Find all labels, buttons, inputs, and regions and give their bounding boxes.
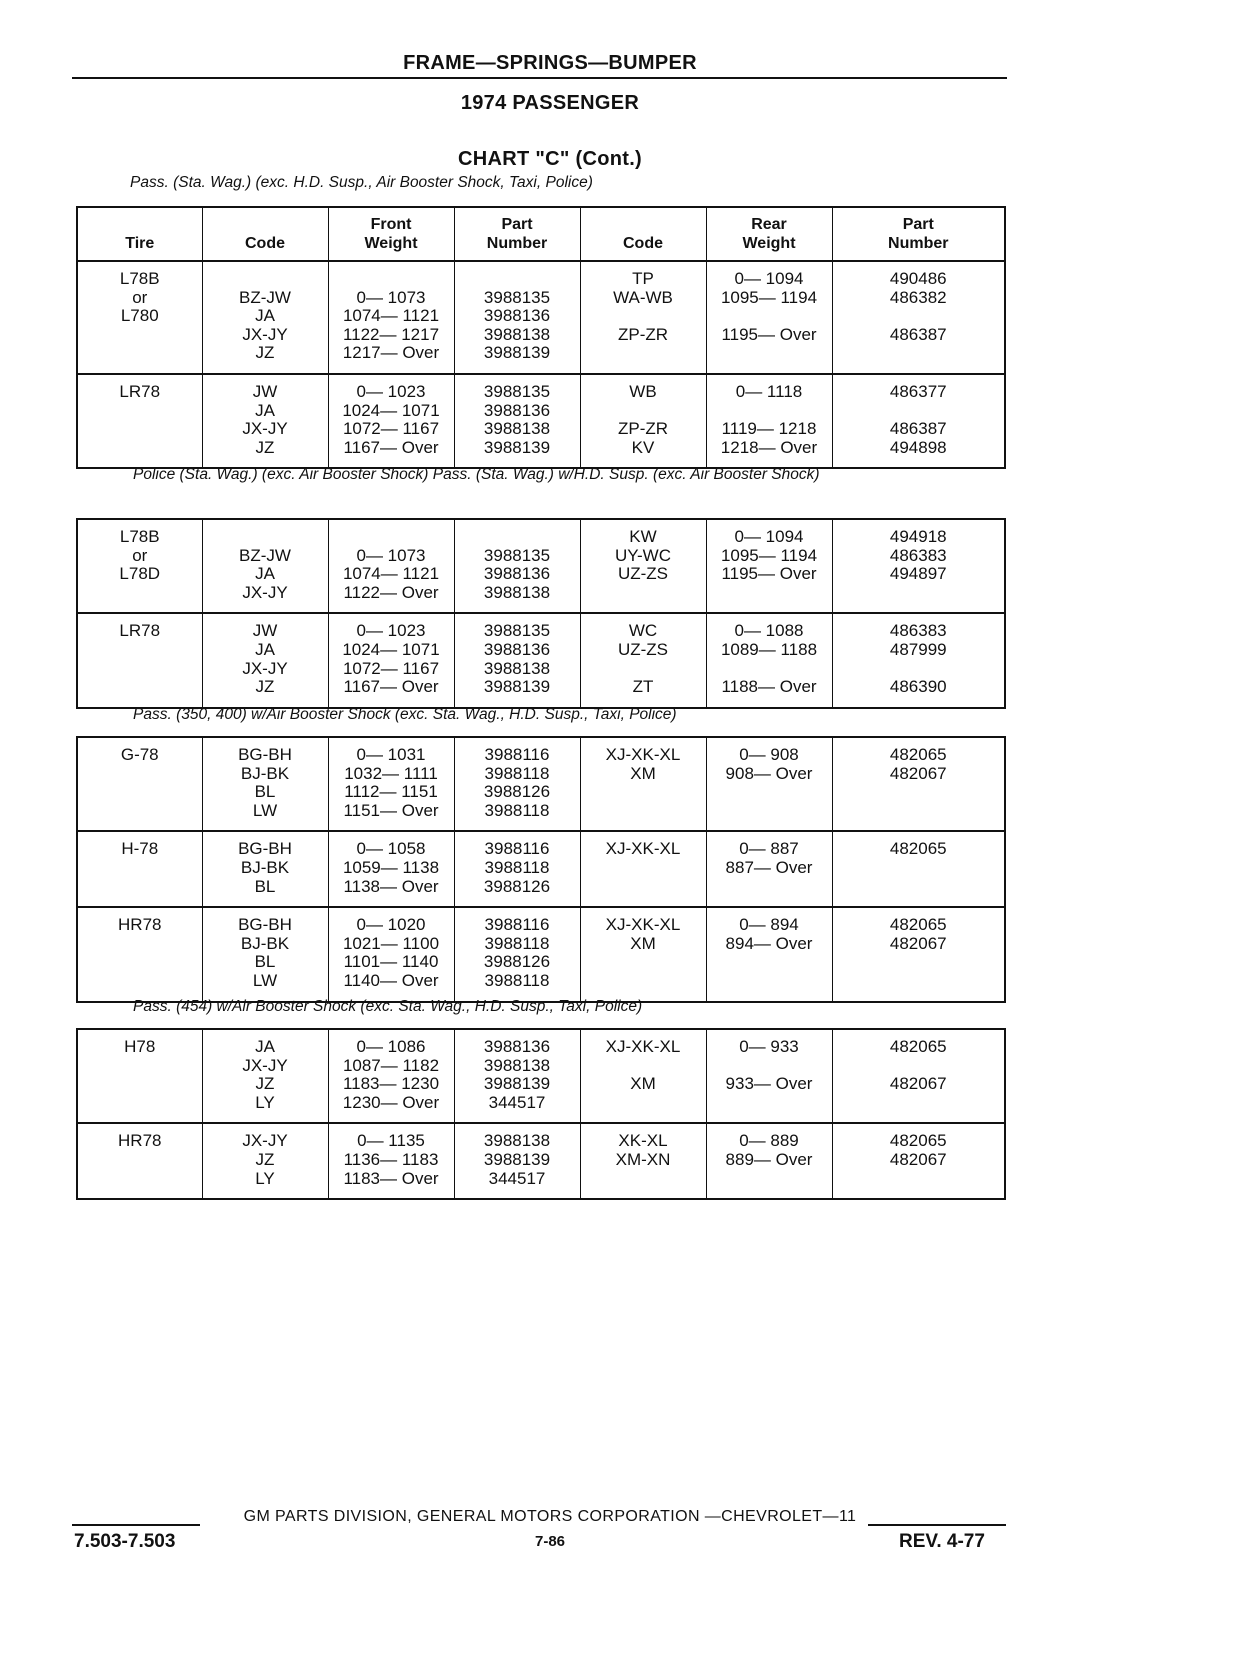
front-code-cell: BZ-JW JA JX-JY JZ [239,287,291,363]
spring-table-2 [76,518,1006,709]
front-weight-cell: 0— 1031 1032— 1111 1112— 1151 1151— Over [343,745,439,820]
section-note: Pass. (454) w/Air Booster Shock (exc. Sta. Wag., H.D. Susp., Taxi, Police) [133,998,643,1015]
col-header-rear-part: Part Number [832,207,1005,261]
table-row [77,907,1005,1001]
section-note: Police (Sta. Wag.) (exc. Air Booster Shock) Pass. (Sta. Wag.) w/H.D. Susp. (exc. Air Booster Shock) [133,466,820,483]
tire-cell: L78B or L780 [119,269,160,326]
rear-code-cell: XJ-XK-XL XM [605,745,681,783]
tire-cell: HR78 [118,1131,162,1151]
front-weight-cell: 0— 1020 1021— 1100 1101— 1140 1140— Over [342,915,440,990]
table-row [77,613,1005,707]
col-header-rear-weight: Rear Weight [706,207,832,261]
front-weight-cell: 0— 1135 1136— 1183 1183— Over [343,1131,439,1188]
table-row [77,519,1005,613]
front-weight-cell: 0— 1073 1074— 1121 1122— 1217 1217— Over [342,287,440,363]
chart-title: CHART "C" (Cont.) [457,148,643,170]
front-part-cell: 3988136 3988138 3988139 344517 [483,1037,551,1112]
rear-weight-cell: 0— 1094 1095— 1194 1195— Over [720,527,818,584]
rear-code-cell: WB ZP-ZR KV [617,381,669,457]
front-part-cell: 3988116 3988118 3988126 [483,839,551,896]
footer-publisher: GM PARTS DIVISION, GENERAL MOTORS CORPORATION —CHEVROLET—11 [243,1508,857,1525]
front-weight-cell: 0— 1086 1087— 1182 1183— 1230 1230— Over [342,1037,440,1112]
front-code-cell: JW JA JX-JY JZ [242,621,288,697]
rear-part-cell: 482065 482067 [889,1131,947,1169]
col-header-rear-code: Code [580,207,706,261]
front-part-cell: 3988135 3988136 3988138 [483,545,551,602]
front-weight-cell: 0— 1023 1024— 1071 1072— 1167 1167— Over [342,381,440,457]
spring-table-3 [76,736,1006,1003]
front-weight-cell: 0— 1058 1059— 1138 1138— Over [342,839,440,896]
rear-code-cell: WC UZ-ZS ZT [617,621,669,697]
front-code-cell: BG-BH BJ-BK BL LW [238,915,292,990]
table-row [77,831,1005,907]
spring-table-4 [76,1028,1006,1200]
rear-part-cell: 486377 486387 494898 [889,381,947,457]
tire-cell: LR78 [119,381,161,401]
rear-weight-cell: 0— 889 889— Over [725,1131,813,1169]
tire-cell: G-78 [120,745,159,764]
tire-cell: H-78 [121,839,159,859]
tire-cell: H78 [124,1037,156,1056]
model-year-title: 1974 PASSENGER [460,92,640,114]
rear-part-cell: 482065 482067 [889,745,947,783]
rear-weight-cell: 0— 887 887— Over [725,839,813,877]
rear-part-cell: 482065 [889,839,947,859]
tire-cell: L78B or L78D [119,527,161,584]
footer-page-number: 7-86 [534,1533,566,1550]
rear-weight-cell: 0— 1118 1119— 1218 1218— Over [720,381,818,457]
front-part-cell: 3988116 3988118 3988126 3988118 [483,745,551,820]
rear-code-cell: XJ-XK-XL XM [605,915,681,953]
table-row [77,374,1005,468]
col-header-front-weight: Front Weight [328,207,454,261]
table-header-row [77,207,1005,261]
rear-part-cell: 482065 482067 [889,1037,947,1094]
rear-code-cell: TP WA-WB ZP-ZR [613,269,673,344]
table-row [77,1029,1005,1123]
rear-code-cell: XJ-XK-XL XM [605,1037,681,1094]
rear-code-cell: KW UY-WC UZ-ZS [614,527,672,584]
section-note: Pass. (350, 400) w/Air Booster Shock (exc. Sta. Wag., H.D. Susp., Taxi, Police) [133,706,677,723]
rear-code-cell: XJ-XK-XL [605,839,681,859]
rear-weight-cell: 0— 894 894— Over [725,915,813,953]
rear-part-cell: 490486 486382 486387 [889,269,947,344]
col-header-front-part: Part Number [454,207,580,261]
front-code-cell: BG-BH BJ-BK BL [238,839,292,896]
col-header-front-code: Code [202,207,328,261]
front-code-cell: JA JX-JY JZ LY [242,1037,288,1112]
front-code-cell: JW JA JX-JY JZ [242,381,288,457]
front-weight-cell: 0— 1073 1074— 1121 1122— Over [342,545,440,602]
rear-weight-cell: 0— 1094 1095— 1194 1195— Over [720,269,818,344]
page-section-title: FRAME—SPRINGS—BUMPER [403,52,697,74]
front-weight-cell: 0— 1023 1024— 1071 1072— 1167 1167— Over [342,621,440,697]
header-rule [72,77,1007,79]
table-row [77,1123,1005,1199]
front-part-cell: 3988135 3988136 3988138 3988139 [483,287,551,363]
tire-cell: HR78 [118,915,162,935]
front-part-cell: 3988138 3988139 344517 [483,1131,551,1188]
rear-weight-cell: 0— 933 933— Over [725,1037,813,1094]
section-note: Pass. (Sta. Wag.) (exc. H.D. Susp., Air Booster Shock, Taxi, Police) [130,174,593,191]
front-part-cell: 3988135 3988136 3988138 3988139 [483,381,551,457]
rear-code-cell: XK-XL XM-XN [615,1131,671,1169]
spring-table-1 [76,206,1006,469]
footer-section-number: 7.503-7.503 [74,1531,176,1552]
front-part-cell: 3988135 3988136 3988138 3988139 [483,621,551,697]
rear-part-cell: 482065 482067 [889,915,947,953]
rear-part-cell: 486383 487999 486390 [889,621,947,697]
footer-revision: REV. 4-77 [899,1531,985,1552]
front-part-cell: 3988116 3988118 3988126 3988118 [483,915,551,990]
rear-weight-cell: 0— 908 908— Over [725,745,813,783]
tire-cell: LR78 [119,621,161,641]
front-code-cell: JX-JY JZ LY [242,1131,288,1188]
table-row [77,261,1005,374]
rear-part-cell: 494918 486383 494897 [889,527,947,584]
front-code-cell: BZ-JW JA JX-JY [239,545,291,602]
table-row [77,737,1005,831]
rear-weight-cell: 0— 1088 1089— 1188 1188— Over [720,621,818,697]
front-code-cell: BG-BH BJ-BK BL LW [238,745,292,820]
col-header-tire: Tire [77,207,202,261]
